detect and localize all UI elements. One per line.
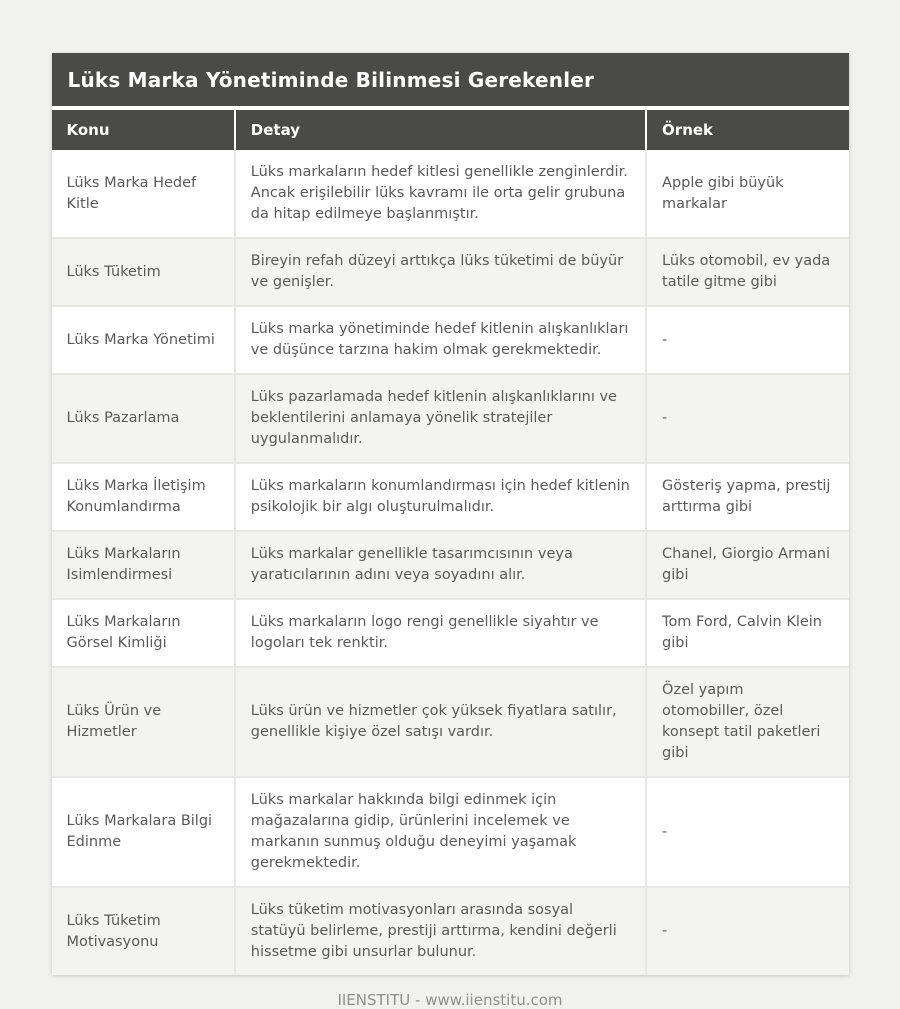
konu-cell: Lüks Markaların Isimlendirmesi [52, 531, 235, 599]
detay-cell: Lüks markalar genellikle tasarımcısının veya yaratıcılarının adını veya soyadını alır. [235, 531, 646, 599]
content-table [52, 110, 849, 975]
konu-cell: Lüks Marka Yönetimi [52, 306, 235, 374]
ornek-cell: - [646, 374, 848, 463]
table-row [52, 887, 849, 975]
table-row [52, 667, 849, 777]
detay-cell: Lüks markalar hakkında bilgi edinmek için mağazalarına gidip, ürünlerini incelemek ve markanın sunmuş olduğu deneyimi yaşamak gerekmektedir. [235, 777, 646, 887]
konu-cell: Lüks Tüketim Motivasyonu [52, 887, 235, 975]
konu-cell: Lüks Markalara Bilgi Edinme [52, 777, 235, 887]
konu-cell: Lüks Markaların Görsel Kimliği [52, 599, 235, 667]
column-header-konu: Konu [52, 110, 235, 150]
detay-cell: Lüks markaların konumlandırması için hedef kitlenin psikolojik bir algı oluşturulmalıdır. [235, 463, 646, 531]
ornek-cell: Gösteriş yapma, prestij arttırma gibi [646, 463, 848, 531]
table-row [52, 463, 849, 531]
konu-cell: Lüks Pazarlama [52, 374, 235, 463]
table-row [52, 306, 849, 374]
detay-cell: Bireyin refah düzeyi arttıkça lüks tüketimi de büyür ve genişler. [235, 238, 646, 306]
table-row [52, 777, 849, 887]
detay-cell: Lüks pazarlamada hedef kitlenin alışkanlıklarını ve beklentilerini anlamaya yönelik stratejiler uygulanmalıdır. [235, 374, 646, 463]
detay-cell: Lüks markaların logo rengi genellikle siyahtır ve logoları tek renktir. [235, 599, 646, 667]
ornek-cell: - [646, 777, 848, 887]
detay-cell: Lüks ürün ve hizmetler çok yüksek fiyatlara satılır, genellikle kişiye özel satışı vardır. [235, 667, 646, 777]
ornek-cell: Özel yapım otomobiller, özel konsept tatil paketleri gibi [646, 667, 848, 777]
ornek-cell: Chanel, Giorgio Armani gibi [646, 531, 848, 599]
table-row [52, 531, 849, 599]
konu-cell: Lüks Marka Hedef Kitle [52, 150, 235, 238]
table-header [52, 110, 849, 150]
ornek-cell: - [646, 887, 848, 975]
column-header-ornek: Örnek [646, 110, 848, 150]
ornek-cell: Tom Ford, Calvin Klein gibi [646, 599, 848, 667]
detay-cell: Lüks markaların hedef kitlesi genellikle zenginlerdir. Ancak erişilebilir lüks kavramı ile orta gelir grubuna da hitap edilmeye başlanmıştır. [235, 150, 646, 238]
konu-cell: Lüks Ürün ve Hizmetler [52, 667, 235, 777]
table-body [52, 150, 849, 975]
ornek-cell: Apple gibi büyük markalar [646, 150, 848, 238]
table-card [52, 53, 849, 975]
table-row [52, 238, 849, 306]
table-row [52, 150, 849, 238]
table-title: Lüks Marka Yönetiminde Bilinmesi Gerekenler [52, 53, 849, 106]
detay-cell: Lüks tüketim motivasyonları arasında sosyal statüyü belirleme, prestiji arttırma, kendini değerli hissetme gibi unsurlar bulunur. [235, 887, 646, 975]
column-header-detay: Detay [235, 110, 646, 150]
konu-cell: Lüks Tüketim [52, 238, 235, 306]
header-row [52, 110, 849, 150]
konu-cell: Lüks Marka İletişim Konumlandırma [52, 463, 235, 531]
ornek-cell: - [646, 306, 848, 374]
table-row [52, 374, 849, 463]
detay-cell: Lüks marka yönetiminde hedef kitlenin alışkanlıkları ve düşünce tarzına hakim olmak gerekmektedir. [235, 306, 646, 374]
footer-credit: IIENSTITU - www.iienstitu.com [337, 991, 563, 1009]
ornek-cell: Lüks otomobil, ev yada tatile gitme gibi [646, 238, 848, 306]
table-row [52, 599, 849, 667]
